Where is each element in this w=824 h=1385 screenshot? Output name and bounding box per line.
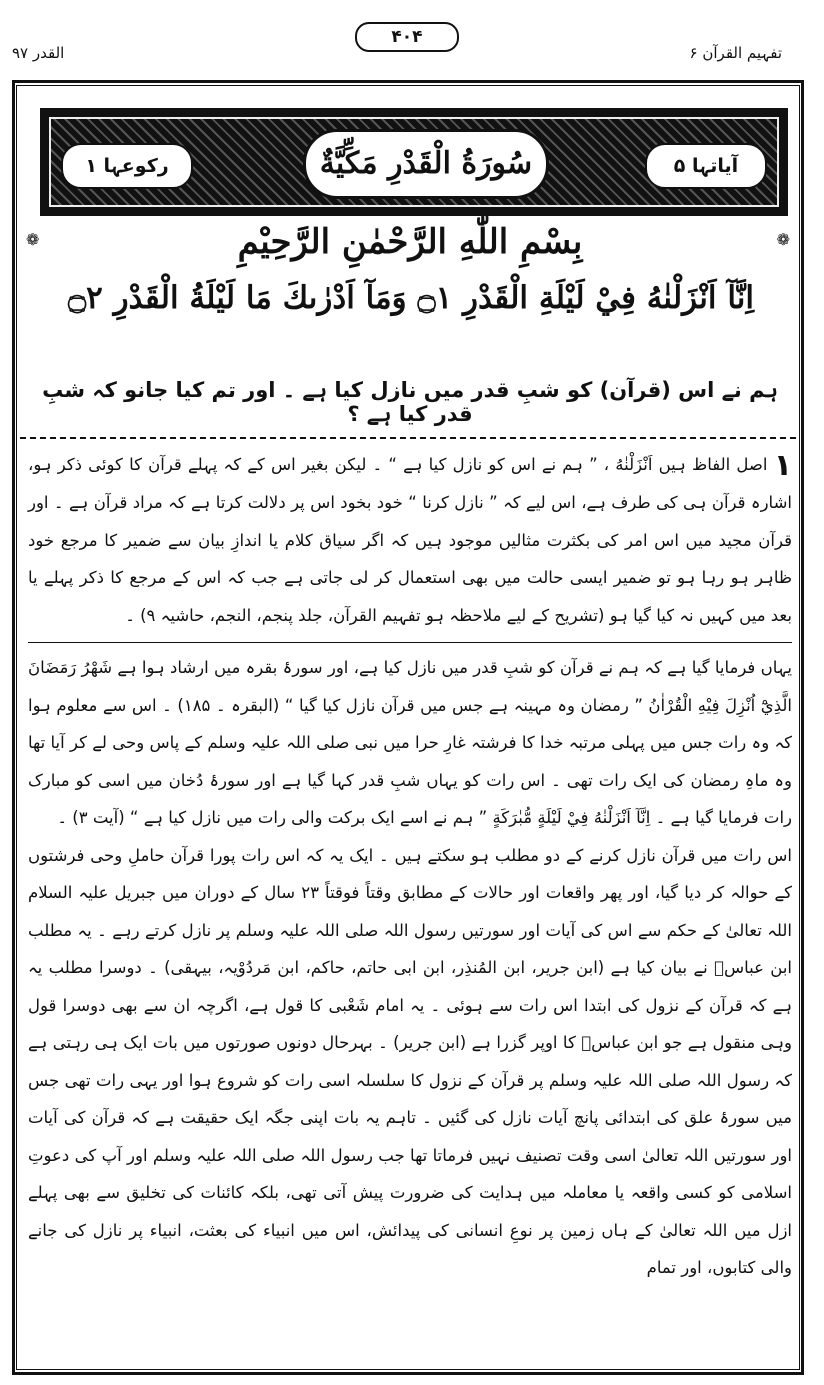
page-number: ۴۰۴ — [355, 22, 459, 52]
commentary — [28, 446, 792, 1287]
ornament-right-icon: ❁ — [776, 230, 790, 249]
ornament-left-icon: ❁ — [26, 230, 40, 249]
section-divider — [20, 437, 796, 439]
ayah-translation: ہم نے اس (قرآن) کو شبِ قدر میں نازل کیا ہے ۔ اور تم کیا جانو کہ شبِ قدر کیا ہے ؟ — [42, 378, 778, 426]
surah-banner — [40, 108, 788, 216]
footnote-marker: ۱ — [773, 447, 793, 483]
commentary-paragraph: اس رات میں قرآن نازل کرنے کے دو مطلب ہو سکتے ہیں ۔ ایک یہ کہ اس رات پورا قرآن حاملِ وحی فرشتوں کے حوالہ کر دیا گیا، اور پھر واقعات اور حالات کے مطابق وقتاً فوقتاً ۲۳ سال کے دوران میں جبریل علیہ السلام اللہ تعالیٰ کے حکم سے اس کی آیات اور سورتیں رسول اللہ صلی اللہ علیہ وسلم پر نازل کرتے رہے ۔ یہ مطلب ابن عباسؓ نے بیان کیا ہے (ابن جریر، ابن المُنذِر، ابن ابی حاتم، حاکم، ابن مَردُوْیہ، بیہقی) ۔ دوسرا مطلب یہ ہے کہ قرآن کے نزول کی ابتدا اس رات سے ہوئی ۔ یہ امام شَعْبی کا قول ہے، اگرچہ ان سے بھی دوسرا قول وہی منقول ہے جو ابن عباسؓ کا اوپر گزرا ہے (ابن جریر) ۔ بہرحال دونوں صورتوں میں بات ایک ہی رہتی ہے کہ رسول اللہ صلی اللہ علیہ وسلم پر قرآن کے نزول کا سلسلہ اسی رات کو شروع ہوا اور یہی رات تھی جس میں سورۂ علق کی ابتدائی پانچ آیات نازل کی گئیں ۔ تاہم یہ بات اپنی جگہ ایک حقیقت ہے کہ قرآن کی آیات اور سورتیں اللہ تعالیٰ اسی وقت تصنیف نہیں فرماتا تھا جب رسول اللہ صلی اللہ علیہ وسلم اور آپ کی دعوتِ اسلامی کو کسی واقعہ یا معاملہ میں ہدایت کی ضرورت پیش آتی تھی، بلکہ کائنات کی تخلیق سے بھی پہلے ازل میں اللہ تعالیٰ کے ہاں زمین پر نوعِ انسانی کی پیدائش، اس میں انبیاء کی بعثت، انبیاء پر نازل کی جانے والی کتابوں، اور تمام — [28, 845, 792, 1278]
footnote-1 — [28, 446, 792, 634]
banner-ruku-count: رکوعہا ۱ — [61, 143, 193, 189]
running-header-book: تفہیم القرآن ۶ — [689, 44, 782, 62]
footnote-1-text: اصل الفاظ ہیں اَنْزَلْنٰهُ ، ” ہم نے اس کو نازل کیا ہے “ ۔ لیکن بغیر اس کے کہ پہلے قرآن کا کوئی ذکر ہو، اشارہ قرآن ہی کی طرف ہے، اس لیے کہ ” نازل کرنا “ خود بخود اس پر دلالت کرتا ہے کہ مراد قرآن ہے ۔ اور قرآن مجید میں اس امر کی بکثرت مثالیں موجود ہیں کہ اگر سیاق کلام یا اندازِ بیان سے ضمیر کا مرجع خود ظاہر ہو رہا ہو تو ضمیر ایسی حالت میں بھی استعمال کر لی جاتی ہے جب کہ اس کے مرجع کا ذکر پہلے یا بعد میں کہیں نہ کیا گیا ہو (تشریح کے لیے ملاحظہ ہو تفہیم القرآن، جلد پنجم، النجم، حاشیہ ۹) ۔ — [28, 455, 792, 625]
banner-ayat-count: آیاتہا ۵ — [645, 143, 767, 189]
surah-title: سُورَةُ الْقَدْرِ مَكِّيَّةٌ — [303, 129, 549, 199]
quran-ayah-line: اِنَّآ اَنْزَلْنٰهُ فِيْ لَيْلَةِ الْقَدْرِ ۝١ وَمَآ اَدْرٰىكَ مَا لَيْلَةُ الْقَدْرِ ۝٢ — [67, 280, 755, 316]
footnote-separator — [28, 642, 792, 643]
running-header-surah: القدر ۹۷ — [12, 44, 65, 62]
commentary-paragraph: یہاں فرمایا گیا ہے کہ ہم نے قرآن کو شبِ قدر میں نازل کیا ہے، اور سورۂ بقرہ میں ارشاد ہوا ہے شَهْرُ رَمَضَانَ الَّذِيْٓ اُنْزِلَ فِيْهِ الْقُرْاٰنُ ” رمضان وہ مہینہ ہے جس میں قرآن نازل کیا گیا “ (البقرہ ۔ ۱۸۵) ۔ اس سے معلوم ہوا کہ وہ رات جس میں پہلی مرتبہ خدا کا فرشتہ غارِ حرا میں نبی صلی اللہ علیہ وسلم کے پاس وحی لے کر آیا تھا وہ ماہِ رمضان کی ایک رات تھی ۔ اس رات کو یہاں شبِ قدر کہا گیا ہے اور سورۂ دُخان میں اسی کو مبارک رات فرمایا گیا ہے ۔ اِنَّآ اَنْزَلْنٰهُ فِيْ لَيْلَةٍ مُّبٰرَكَةٍ ” ہم نے اسے ایک برکت والی رات میں نازل کیا ہے “ (آیت ۳) ۔ — [28, 658, 792, 828]
basmala: بِسْمِ اللّٰهِ الرَّحْمٰنِ الرَّحِيْمِ — [237, 222, 583, 262]
